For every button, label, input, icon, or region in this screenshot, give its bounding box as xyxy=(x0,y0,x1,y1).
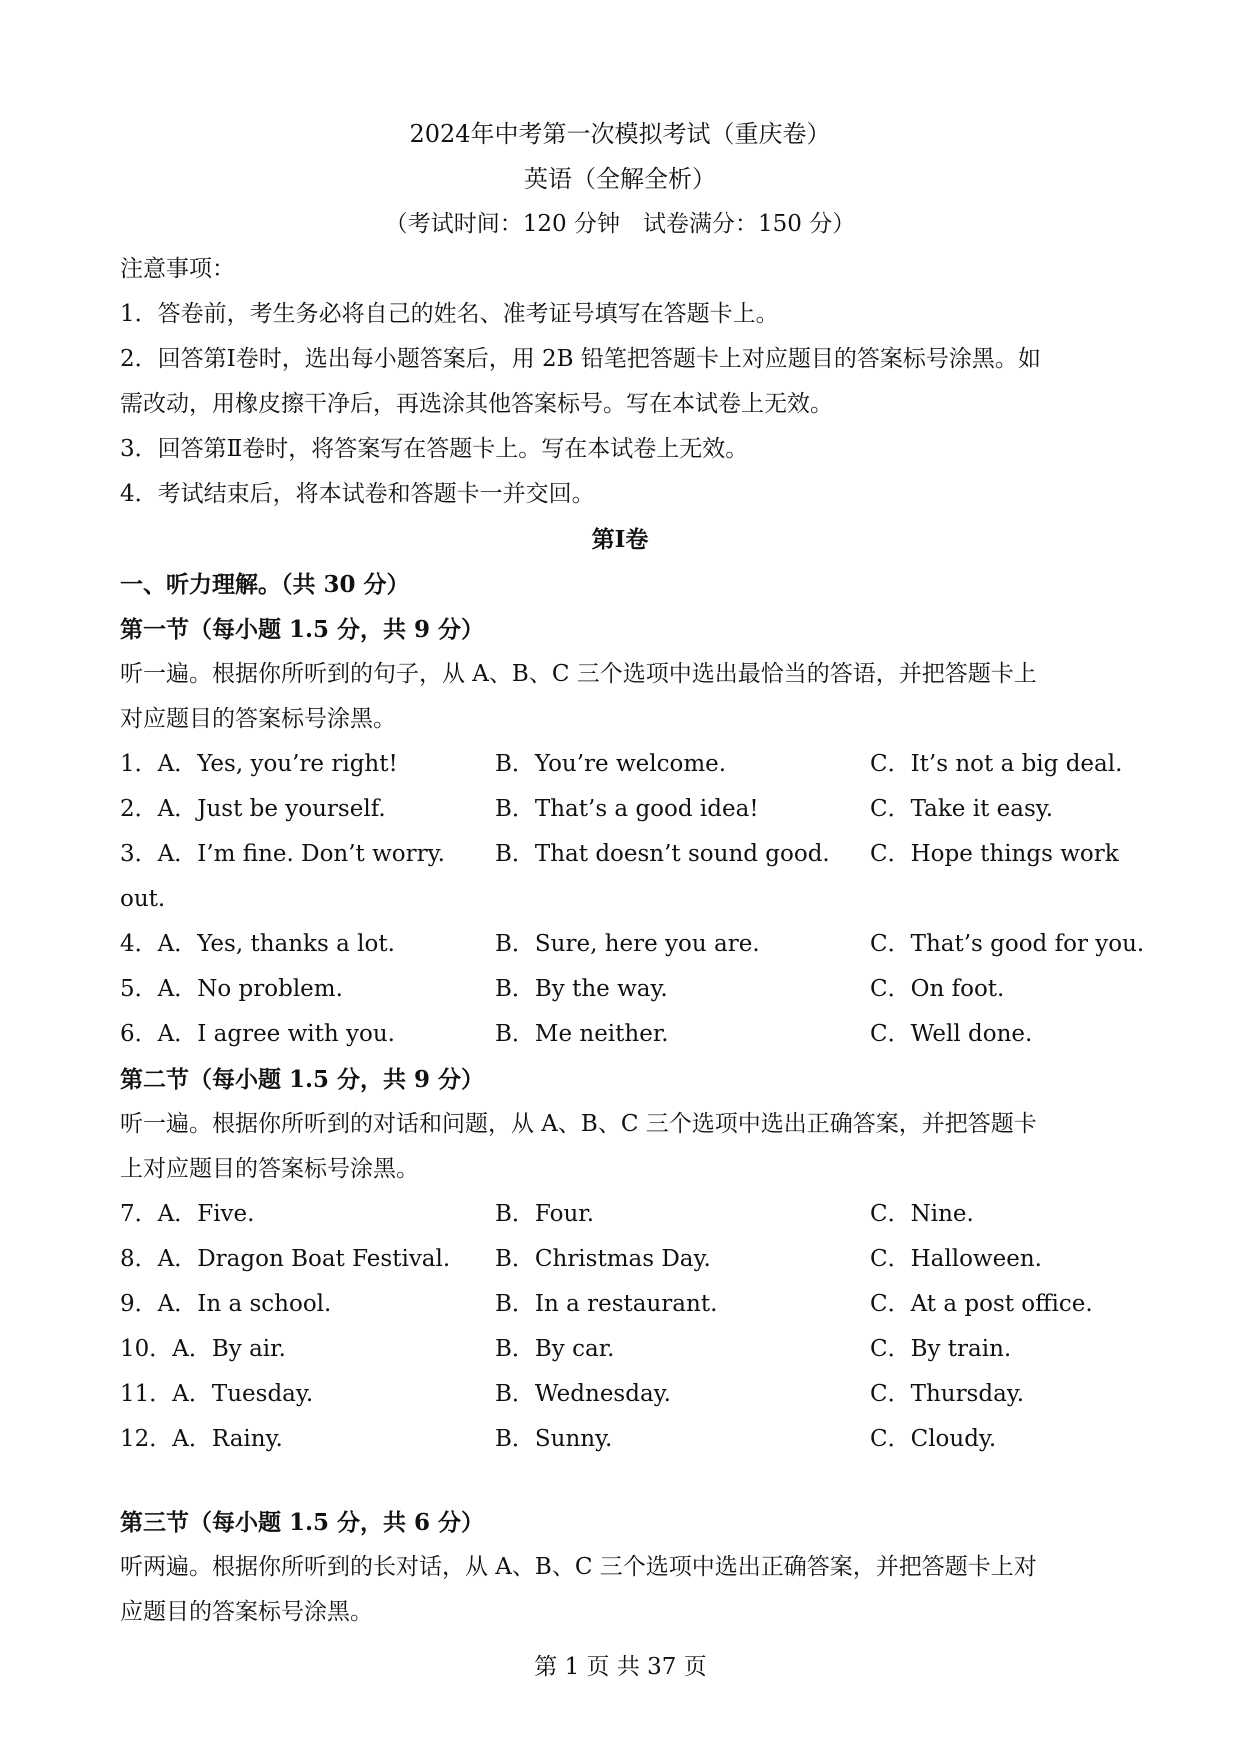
subject-title: 英语（全解全析） xyxy=(524,165,716,193)
option-c: C．That’s good for you. xyxy=(870,931,1145,957)
option-b: B．Sunny. xyxy=(495,1426,613,1452)
notice-item: 2．回答第Ⅰ卷时，选出每小题答案后，用 2B 铅笔把答题卡上对应题目的答案标号涂黑。如 xyxy=(120,346,1041,372)
option-b: B．In a restaurant. xyxy=(495,1291,718,1317)
notice-item: 1．答卷前，考生务必将自己的姓名、准考证号填写在答题卡上。 xyxy=(120,301,779,327)
option-a: 1．A．Yes, you’re right! xyxy=(120,751,398,777)
section-instruction: 应题目的答案标号涂黑。 xyxy=(120,1599,373,1625)
option-a: 5．A．No problem. xyxy=(120,976,343,1002)
notice-item: 需改动，用橡皮擦干净后，再选涂其他答案标号。写在本试卷上无效。 xyxy=(120,391,833,417)
section-instruction: 上对应题目的答案标号涂黑。 xyxy=(120,1156,419,1182)
option-b: B．Me neither. xyxy=(495,1021,669,1047)
question-row xyxy=(120,1327,1120,1372)
option-a: 11．A．Tuesday. xyxy=(120,1381,314,1407)
question-row xyxy=(120,1417,1120,1462)
option-c: C．On foot. xyxy=(870,976,1005,1002)
exam-title: 2024年中考第一次模拟考试（重庆卷） xyxy=(409,120,831,148)
section-heading: 第三节（每小题 1.5 分，共 6 分） xyxy=(120,1509,485,1536)
option-c: C．Thursday. xyxy=(870,1381,1025,1407)
option-a: 12．A．Rainy. xyxy=(120,1426,283,1452)
section-heading: 第一节（每小题 1.5 分，共 9 分） xyxy=(120,616,485,643)
question-row xyxy=(120,1192,1120,1237)
option-c: C．At a post office. xyxy=(870,1291,1093,1317)
option-a: 6．A．I agree with you. xyxy=(120,1021,395,1047)
option-b: B．That’s a good idea! xyxy=(495,796,759,822)
option-a: 7．A．Five. xyxy=(120,1201,255,1227)
option-c: C．Take it easy. xyxy=(870,796,1054,822)
option-a: 9．A．In a school. xyxy=(120,1291,332,1317)
notice-heading: 注意事项： xyxy=(120,256,235,282)
question-row xyxy=(120,922,1145,967)
option-b: B．Wednesday. xyxy=(495,1381,671,1407)
section-instruction: 听一遍。根据你所听到的句子，从 A、B、C 三个选项中选出最恰当的答语，并把答题卡上 xyxy=(120,661,1037,687)
option-b: B．Christmas Day. xyxy=(495,1246,711,1272)
option-a: 4．A．Yes, thanks a lot. xyxy=(120,931,395,957)
option-c: C．By train. xyxy=(870,1336,1012,1362)
option-c: C．Well done. xyxy=(870,1021,1033,1047)
question-row xyxy=(120,1237,1120,1282)
option-c: C．It’s not a big deal. xyxy=(870,751,1123,777)
page-content xyxy=(120,112,1145,1635)
option-b: B．That doesn’t sound good. xyxy=(495,841,830,867)
option-a: 10．A．By air. xyxy=(120,1336,286,1362)
option-c: C．Hope things work xyxy=(870,841,1119,867)
option-c: C．Cloudy. xyxy=(870,1426,997,1452)
question-row xyxy=(120,1012,1120,1057)
option-b: B．Sure, here you are. xyxy=(495,931,760,957)
option-a: 2．A．Just be yourself. xyxy=(120,796,386,822)
option-b: B．By the way. xyxy=(495,976,668,1002)
option-b: B．Four. xyxy=(495,1201,595,1227)
part-heading: 一、听力理解。（共 30 分） xyxy=(120,571,410,598)
section-instruction: 对应题目的答案标号涂黑。 xyxy=(120,706,396,732)
option-a: 8．A．Dragon Boat Festival. xyxy=(120,1246,451,1272)
option-b: B．By car. xyxy=(495,1336,615,1362)
option-c: C．Nine. xyxy=(870,1201,974,1227)
option-c: C．Halloween. xyxy=(870,1246,1042,1272)
question-row xyxy=(120,832,1120,877)
section-instruction: 听一遍。根据你所听到的对话和问题，从 A、B、C 三个选项中选出正确答案，并把答题卡 xyxy=(120,1111,1037,1137)
exam-info: （考试时间：120 分钟 试卷满分：150 分） xyxy=(384,211,856,237)
volume-heading: 第Ⅰ卷 xyxy=(591,526,649,553)
option-wrap: out. xyxy=(120,886,166,912)
question-row xyxy=(120,1372,1120,1417)
option-a: 3．A．I’m fine. Don’t worry. xyxy=(120,841,445,867)
option-b: B．You’re welcome. xyxy=(495,751,727,777)
section-instruction: 听两遍。根据你所听到的长对话，从 A、B、C 三个选项中选出正确答案，并把答题卡上对 xyxy=(120,1554,1037,1580)
section-heading: 第二节（每小题 1.5 分，共 9 分） xyxy=(120,1066,485,1093)
notice-item: 3．回答第Ⅱ卷时，将答案写在答题卡上。写在本试卷上无效。 xyxy=(120,436,749,462)
page-number: 第 1 页 共 37 页 xyxy=(534,1654,707,1680)
spacer xyxy=(120,1462,1120,1500)
question-row xyxy=(120,787,1120,832)
question-row xyxy=(120,742,1123,787)
notice-item: 4．考试结束后，将本试卷和答题卡一并交回。 xyxy=(120,481,595,507)
question-row xyxy=(120,967,1120,1012)
question-row xyxy=(120,1282,1120,1327)
